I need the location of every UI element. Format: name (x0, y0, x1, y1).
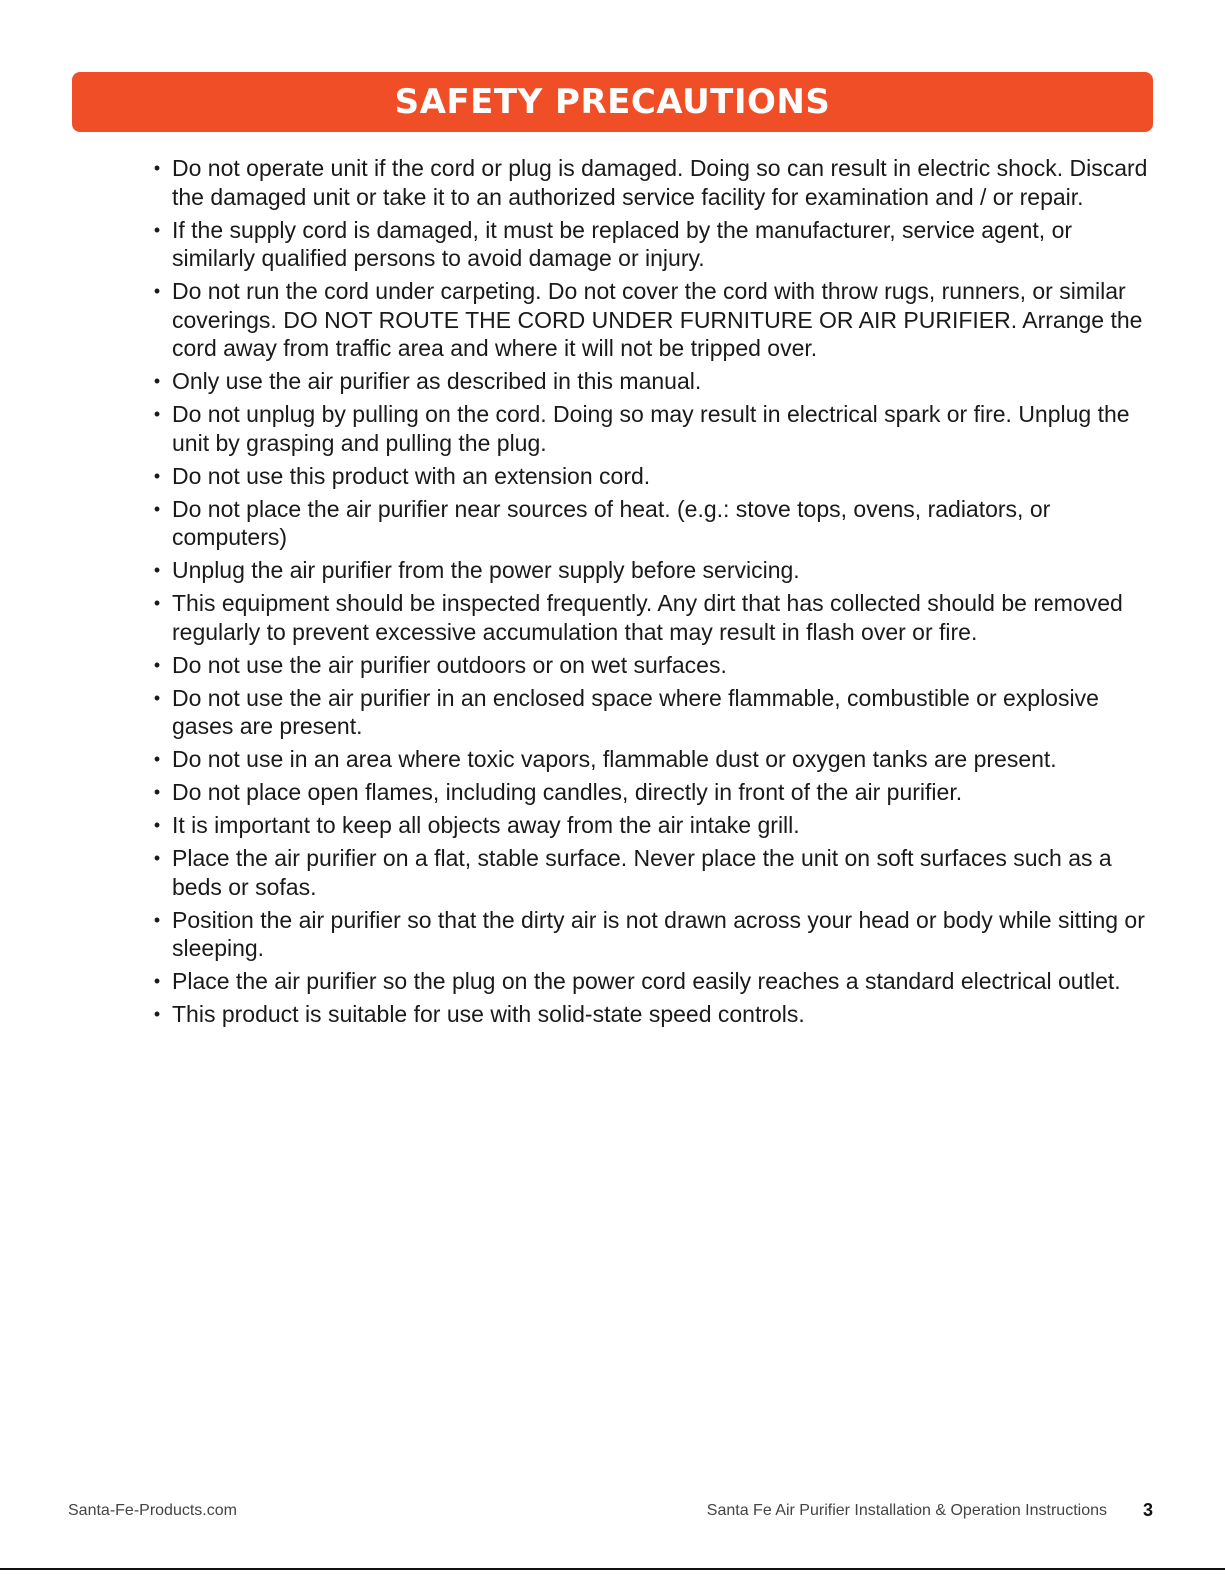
title-banner (72, 72, 1153, 132)
list-item-text: Do not place open flames, including candles, directly in front of the air purifier. (172, 779, 963, 805)
list-item (150, 1000, 1155, 1029)
list-item-text: This equipment should be inspected frequently. Any dirt that has collected should be removed regularly to prevent excessive accumulation that may result in flash over or fire. (172, 590, 1123, 645)
bullet-icon: • (153, 560, 161, 580)
list-item-text: This product is suitable for use with solid-state speed controls. (172, 1001, 805, 1027)
bullet-icon: • (153, 782, 161, 802)
list-item-text: Unplug the air purifier from the power supply before servicing. (172, 557, 800, 583)
list-item (150, 277, 1155, 363)
list-item (150, 844, 1155, 901)
list-item-text: Do not unplug by pulling on the cord. Doing so may result in electrical spark or fire. Unplug the unit by grasping and pulling the plug. (172, 401, 1130, 456)
list-item (150, 778, 1155, 807)
bullet-icon: • (153, 687, 161, 708)
list-item (150, 967, 1155, 996)
list-item-text: Do not use this product with an extension cord. (172, 462, 651, 489)
bullet-icon: • (153, 404, 161, 424)
list-item-text: Only use the air purifier as described in this manual. (172, 368, 702, 394)
list-item-text: It is important to keep all objects away from the air intake grill. (172, 812, 800, 838)
list-item-text: Place the air purifier so the plug on the power cord easily reaches a standard electrical outlet. (172, 968, 1121, 994)
list-item (150, 556, 1155, 585)
list-item-text: Do not place the air purifier near sources of heat. (e.g.: stove tops, ovens, radiators, or computers) (172, 495, 1051, 550)
list-item (150, 154, 1155, 211)
footer-website[interactable]: Santa-Fe-Products.com (68, 1502, 237, 1519)
list-item (150, 651, 1155, 680)
list-item-text: Position the air purifier so that the dirty air is not drawn across your head or body while sitting or sleeping. (172, 906, 1145, 961)
precautions-list (150, 154, 1155, 1033)
bullet-icon: • (153, 815, 161, 835)
list-item (150, 684, 1155, 741)
list-item (150, 400, 1155, 457)
list-item (150, 462, 1155, 491)
list-item-text: Do not run the cord under carpeting. Do not cover the cord with throw rugs, runners, or similar coverings. DO NOT ROUTE THE CORD UNDER FURNITURE OR AIR PURIFIER. Arrange the cord away from traffic area and where it will not be tripped over. (172, 278, 1143, 361)
list-item (150, 216, 1155, 273)
bullet-icon: • (153, 971, 161, 991)
list-item (150, 745, 1155, 774)
list-item-text: If the supply cord is damaged, it must be replaced by the manufacturer, service agent, or similarly qualified persons to avoid damage or injury. (172, 216, 1073, 271)
bullet-icon: • (153, 749, 161, 769)
list-item-text: Do not use in an area where toxic vapors, flammable dust or oxygen tanks are present. (172, 746, 1057, 772)
list-item-text: Do not operate unit if the cord or plug is damaged. Doing so can result in electric shock. Discard the damaged unit or take it to an authorized service facility for examination and / or repair. (172, 155, 1148, 210)
bullet-icon: • (153, 909, 161, 930)
bullet-icon: • (153, 158, 161, 178)
list-item-text: Do not use the air purifier in an enclosed space where flammable, combustible or explosive gases are present. (172, 684, 1099, 739)
page-title: SAFETY PRECAUTIONS (394, 82, 831, 122)
list-item (150, 367, 1155, 396)
list-item (150, 589, 1155, 646)
bottom-divider (0, 1568, 1225, 1570)
bullet-icon: • (153, 848, 161, 868)
bullet-icon: • (153, 498, 161, 519)
list-item (150, 811, 1155, 840)
bullet-icon: • (153, 219, 161, 240)
bullet-icon: • (153, 281, 161, 301)
bullet-icon: • (153, 654, 161, 675)
page-number: 3 (1142, 1500, 1153, 1520)
bullet-icon: • (153, 371, 161, 391)
bullet-icon: • (153, 1004, 161, 1024)
bullet-icon: • (153, 465, 161, 486)
footer-doc-title: Santa Fe Air Purifier Installation & Operation Instructions (706, 1502, 1107, 1519)
list-item (150, 906, 1155, 963)
list-item (150, 495, 1155, 552)
list-item-text: Place the air purifier on a flat, stable surface. Never place the unit on soft surfaces such as a beds or sofas. (172, 845, 1112, 900)
bullet-icon: • (153, 593, 161, 613)
list-item-text: Do not use the air purifier outdoors or on wet surfaces. (172, 651, 727, 678)
